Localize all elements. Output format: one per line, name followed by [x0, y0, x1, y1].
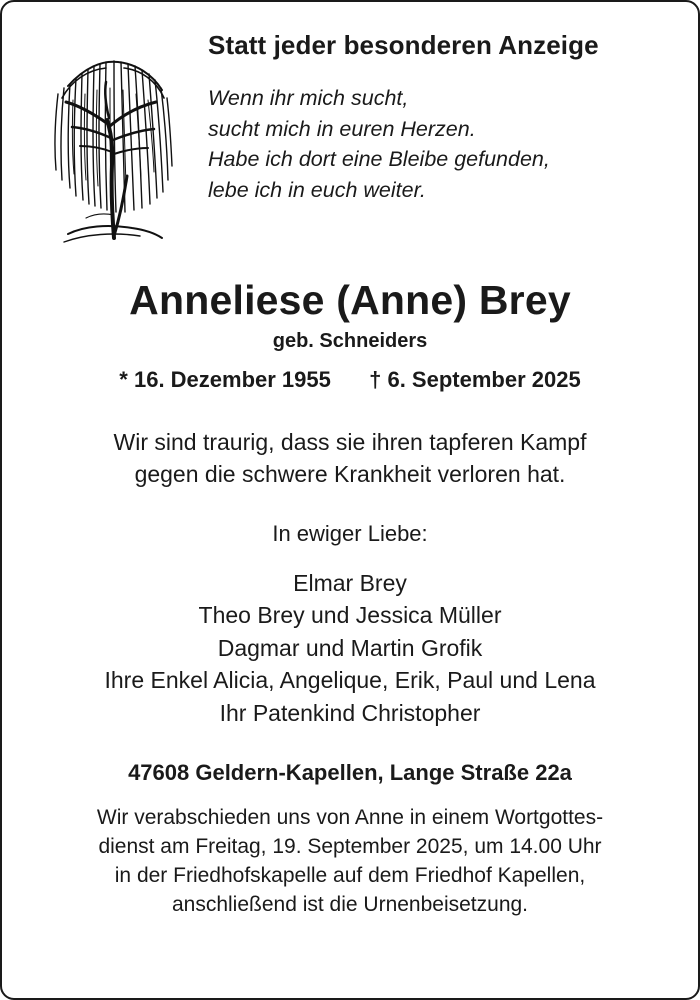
service-line-1: Wir verabschieden uns von Anne in einem Wortgottes- [96, 805, 604, 829]
service-line-2: dienst am Freitag, 19. September 2025, um 14.00 Uhr [98, 834, 602, 858]
birth-date: * 16. Dezember 1955 [119, 367, 331, 393]
life-dates [28, 367, 672, 393]
service-details [28, 804, 672, 920]
condolence-message [28, 427, 672, 490]
service-line-3: in der Friedhofskapelle auf dem Friedhof Kapellen, [114, 863, 586, 887]
message-line-1: Wir sind traurig, dass sie ihren tapferen Kampf [113, 429, 587, 456]
in-eternal-love-label: In ewiger Liebe: [272, 520, 428, 546]
service-line-4: anschließend ist die Urnenbeisetzung. [171, 892, 529, 916]
header-block [28, 20, 672, 253]
verse-line-2: sucht mich in euren Herzen. [208, 116, 476, 141]
notice-headline: Statt jeder besonderen Anzeige [208, 30, 599, 60]
weeping-willow-tree-illustration [28, 28, 198, 253]
survivor-1: Elmar Brey [293, 569, 407, 596]
survivor-5: Ihr Patenkind Christopher [219, 700, 481, 727]
survivor-4: Ihre Enkel Alicia, Angelique, Erik, Paul und Lena [104, 667, 596, 694]
maiden-name: geb. Schneiders [272, 330, 428, 353]
death-date: † 6. September 2025 [369, 367, 581, 393]
deceased-name: Anneliese (Anne) Brey [129, 277, 571, 323]
verse-line-3: Habe ich dort eine Bleibe gefunden, [208, 147, 550, 172]
survivor-2: Theo Brey und Jessica Müller [198, 602, 502, 629]
verse-line-1: Wenn ihr mich sucht, [208, 86, 409, 110]
survivor-3: Dagmar und Martin Grofik [217, 634, 483, 661]
verse-line-4: lebe ich in euch weiter. [208, 177, 426, 202]
verse-block [208, 83, 672, 205]
header-text-block [208, 20, 672, 205]
name-block [28, 279, 672, 393]
address-line: 47608 Geldern-Kapellen, Lange Straße 22a [128, 759, 572, 785]
survivors-list [28, 567, 672, 730]
message-line-2: gegen die schwere Krankheit verloren hat. [134, 460, 566, 487]
weeping-willow-tree-icon [28, 20, 208, 253]
